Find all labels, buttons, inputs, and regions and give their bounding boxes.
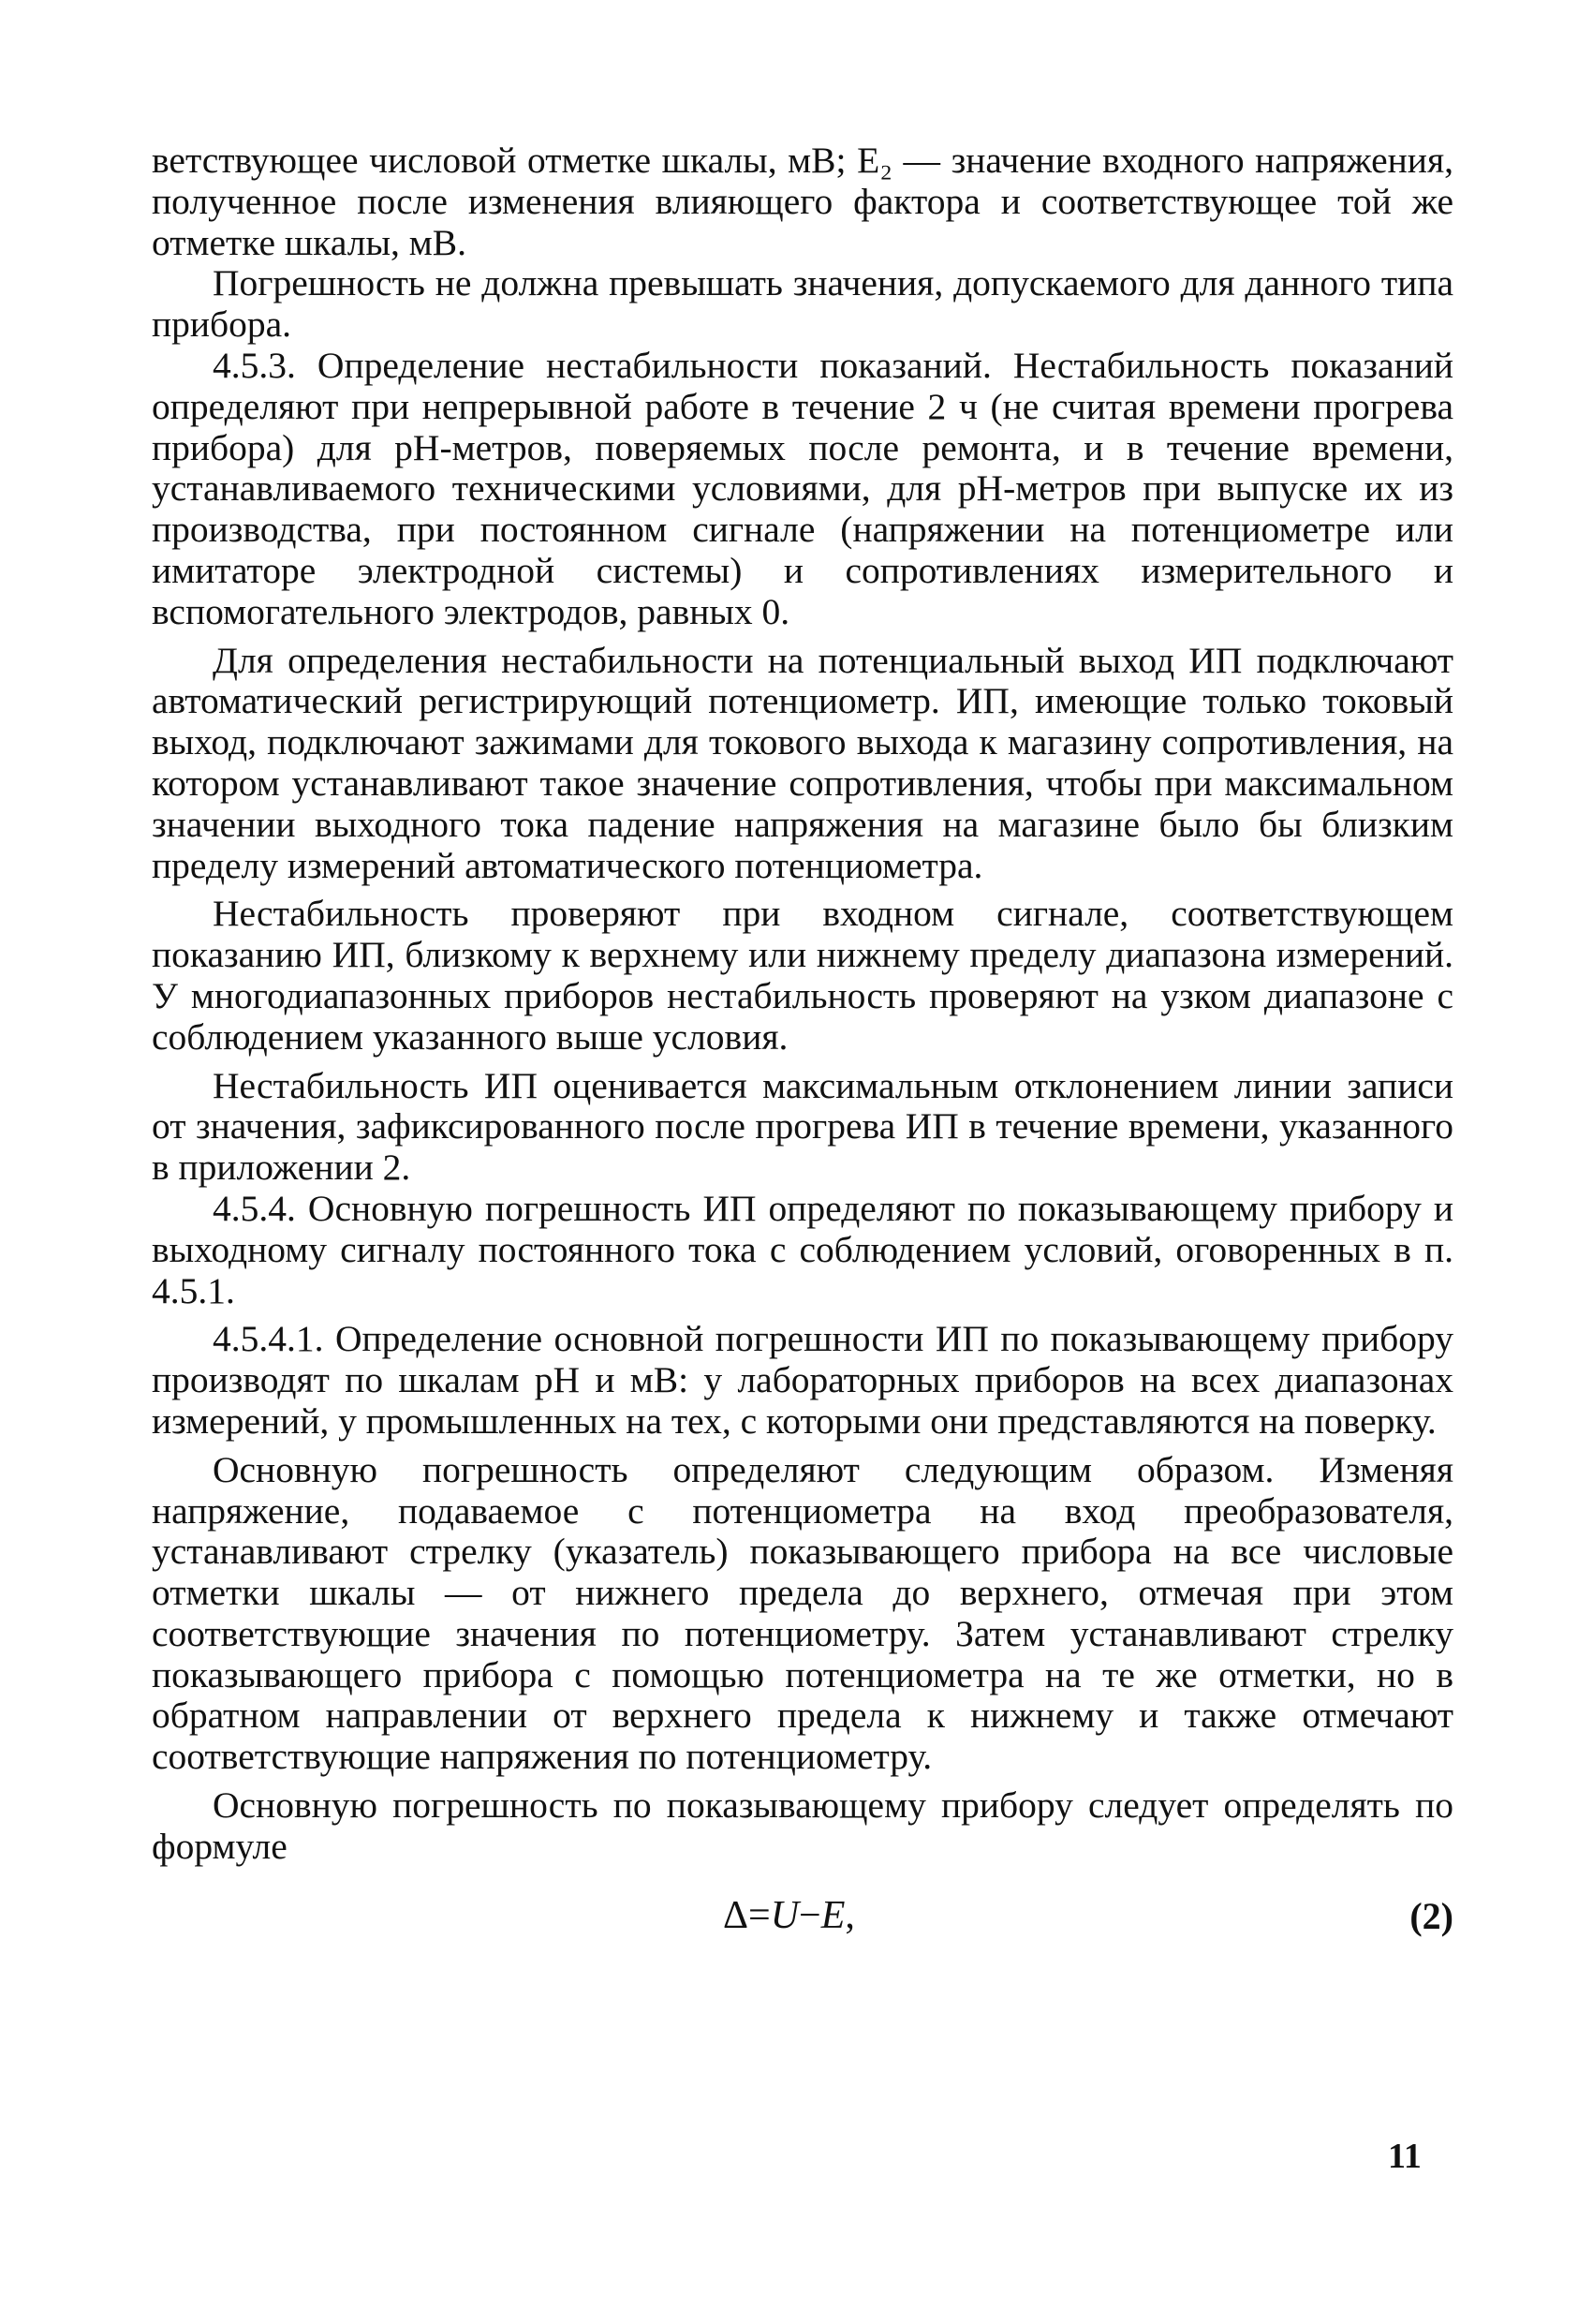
paragraph-1: ветствующее числовой отметке шкалы, мВ; E₂ — значение входного напряжения, полученное после изменения влияющего фактора и соответствующее той же отметке шкалы, мВ. [152,140,1453,263]
paragraph-4: Для определения нестабильности на потенциальный выход ИП подключают автоматический регистрирующий потенциометр. ИП, имеющие только токовый выход, подключают зажимами для токового выхода к магазину сопротивления, на котором устанавливают такое значение сопротивления, чтобы при максимальном значении выходного тока падение напряжения на магазине было бы близким пределу измерений автоматического потенциометра. [152,639,1453,886]
document-page [152,141,1453,1954]
paragraph-6: Нестабильность ИП оценивается максимальным отклонением линии записи от значения, зафиксированного после прогрева ИП в течение времени, указанного в приложении 2. [152,1064,1453,1189]
formula-comma: , [845,1893,855,1937]
paragraph-3-section-4-5-3: 4.5.3. Определение нестабильности показаний. Нестабильность показаний определяют при непрерывной работе в течение 2 ч (не считая времени прогрева прибора) для pH-метров, поверяемых после ремонта, и в течение времени, устанавливаемого техническими условиями, для pH-метров при выпуске их из производства, при постоянном сигнале (напряжении на потенциометре или имитаторе электродной системы) и сопротивлениях измерительного и вспомогательного электродов, равных 0. [152,344,1453,632]
formula-expression [723,1893,855,1937]
formula-number: (2) [1409,1894,1453,1937]
formula-minus: − [799,1893,821,1937]
formula-e: E [820,1893,846,1937]
formula-delta: Δ [723,1893,749,1937]
formula-2 [152,1893,1453,1954]
formula-equals: = [748,1893,771,1937]
paragraph-2: Погрешность не должна превышать значения, допускаемого для данного типа прибора. [152,262,1453,346]
paragraph-8-section-4-5-4-1: 4.5.4.1. Определение основной погрешности ИП по показывающему прибору производят по шкалам pH и мВ: у лабораторных приборов на всех диапазонах измерений, у промышленных на тех, с которыми они представляются на поверку. [152,1318,1453,1442]
formula-u: U [770,1893,800,1937]
paragraph-9: Основную погрешность определяют следующим образом. Изменяя напряжение, подаваемое с потенциометра на вход преобразователя, устанавливают стрелку (указатель) показывающего прибора на все числовые отметки шкалы — от нижнего предела до верхнего, отмечая при этом соответствующие значения по потенциометру. Затем устанавливают стрелку показывающего прибора с помощью потенциометра на те же отметки, но в обратном направлении от верхнего предела к нижнему и также отмечают соответствующие напряжения по потенциометру. [152,1448,1453,1778]
paragraph-7-section-4-5-4: 4.5.4. Основную погрешность ИП определяют по показывающему прибору и выходному сигналу постоянного тока с соблюдением условий, оговоренных в п. 4.5.1. [152,1187,1453,1311]
paragraph-5: Нестабильность проверяют при входном сигнале, соответствующем показанию ИП, близкому к верхнему или нижнему пределу диапазона измерений. У многодиапазонных приборов нестабильность проверяют на узком диапазоне с соблюдением указанного выше условия. [152,893,1453,1058]
paragraph-10: Основную погрешность по показывающему прибору следует определять по формуле [152,1784,1453,1867]
page-number: 11 [1388,2137,1422,2176]
